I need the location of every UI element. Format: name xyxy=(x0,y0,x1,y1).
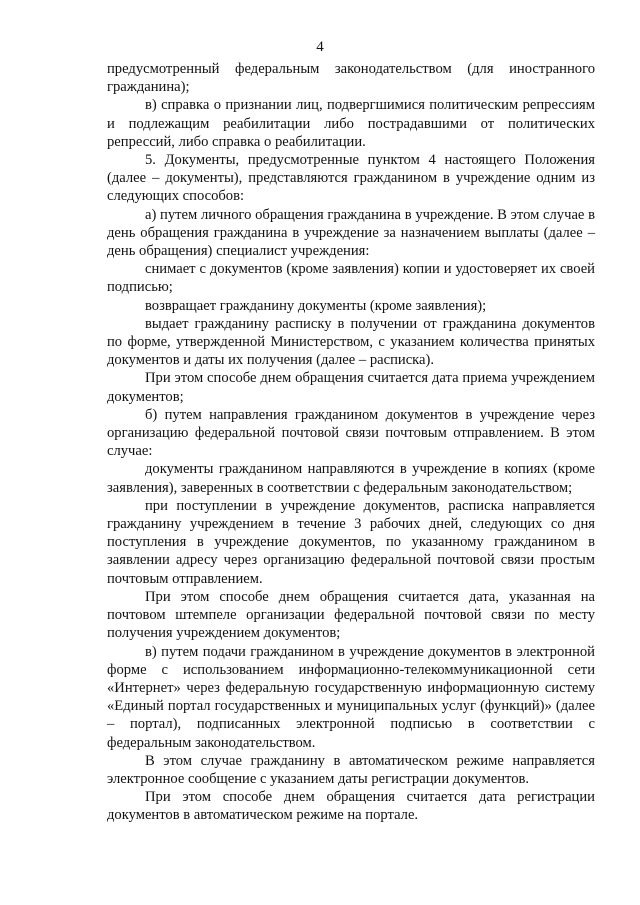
paragraph: При этом способе днем обращения считается дата, указанная на почтовом штемпеле организации федеральной почтовой связи по месту получения учреждением документов; xyxy=(107,588,595,642)
paragraph: б) путем направления гражданином документов в учреждение через организацию федеральной почтовой связи почтовым отправлением. В этом случае: xyxy=(107,406,595,460)
page-number: 4 xyxy=(316,39,324,55)
paragraph: при поступлении в учреждение документов, расписка направляется гражданину учреждением в течение 3 рабочих дней, следующих со дня поступления в учреждение документов, по указанному гражданином в заявлении адресу через организацию федеральной почтовой связи простым почтовым отправлением. xyxy=(107,497,595,587)
paragraph: предусмотренный федеральным законодательством (для иностранного гражданина); xyxy=(107,61,595,96)
paragraph: снимает с документов (кроме заявления) копии и удостоверяет их своей подписью; xyxy=(107,261,595,296)
paragraph: В этом случае гражданину в автоматическом режиме направляется электронное сообщение с указанием даты регистрации документов. xyxy=(107,752,595,787)
paragraph: При этом способе днем обращения считается дата регистрации документов в автоматическом режиме на портале. xyxy=(107,789,595,824)
paragraph: документы гражданином направляются в учреждение в копиях (кроме заявления), заверенных в соответствии с федеральным законодательством; xyxy=(107,461,595,496)
paragraph: возвращает гражданину документы (кроме заявления); xyxy=(145,297,487,314)
paragraph: а) путем личного обращения гражданина в учреждение. В этом случае в день обращения гражданина в учреждение за назначением выплаты (далее – день обращения) специалист учреждения: xyxy=(107,206,595,260)
paragraph: 5. Документы, предусмотренные пунктом 4 настоящего Положения (далее – документы), представляются гражданином в учреждение одним из следующих способов: xyxy=(107,152,595,205)
paragraph: выдает гражданину расписку в получении от гражданина документов по форме, утвержденной Министерством, с указанием количества принятых документов и даты их получения (далее – расписка). xyxy=(107,315,595,369)
paragraph: в) путем подачи гражданином в учреждение документов в электронной форме с использованием информационно-телекоммуникационной сети «Интернет» через федеральную государственную информационную систему «Единый портал государственных и муниципальных услуг (функций)» (далее – портал), подписанных электронной подписью в соответствии с федеральным законодательством. xyxy=(107,643,595,751)
paragraph: При этом способе днем обращения считается дата приема учреждением документов; xyxy=(107,370,595,405)
document-body xyxy=(107,60,595,825)
paragraph: в) справка о признании лиц, подвергшимися политическим репрессиям и подлежащим реабилитации либо пострадавшими от политических репрессий, либо справка о реабилитации. xyxy=(107,97,595,150)
